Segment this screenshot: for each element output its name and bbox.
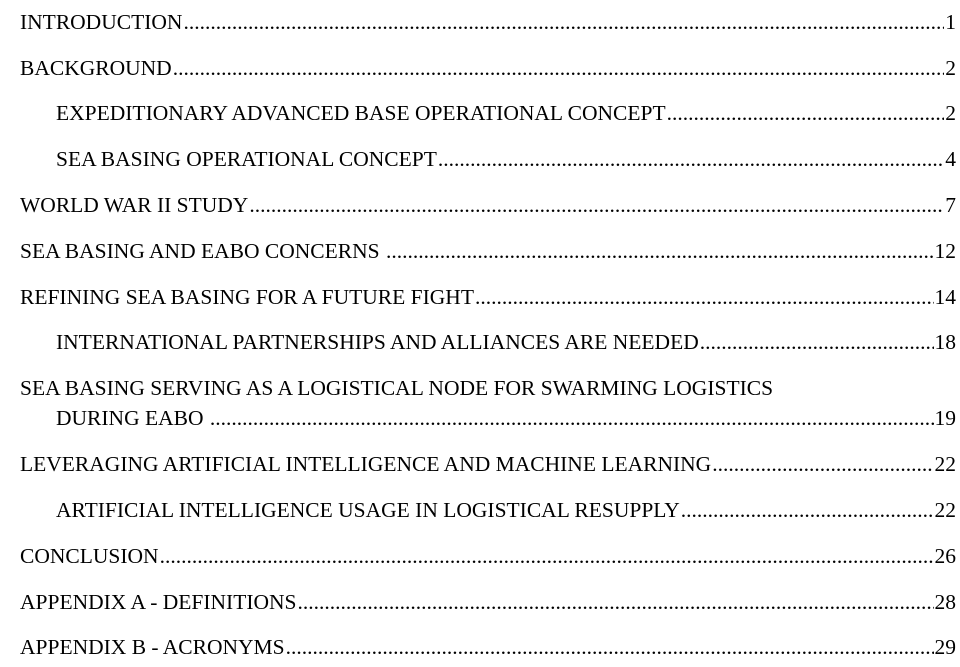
toc-entry-title: SEA BASING OPERATIONAL CONCEPT xyxy=(56,147,437,171)
toc-entry-appendix-b[interactable] xyxy=(0,632,960,662)
toc-entry-page: 22 xyxy=(934,498,956,522)
toc-entry-ai-ml[interactable] xyxy=(0,449,960,479)
toc-entry-eabo-concept[interactable] xyxy=(0,98,960,128)
toc-entry-page: 4 xyxy=(945,147,956,171)
toc-entry-page: 22 xyxy=(934,452,956,476)
toc-entry-page: 2 xyxy=(945,101,956,125)
toc-entry-appendix-a[interactable] xyxy=(0,587,960,617)
dot-leader xyxy=(700,327,934,357)
toc-entry-refining[interactable] xyxy=(0,282,960,312)
dot-leader xyxy=(475,282,934,312)
dot-leader xyxy=(173,53,945,83)
dot-leader xyxy=(386,236,934,266)
toc-entry-title: REFINING SEA BASING FOR A FUTURE FIGHT xyxy=(20,285,474,309)
toc-entry-background[interactable] xyxy=(0,53,960,83)
toc-entry-page: 7 xyxy=(945,193,956,217)
toc-entry-page: 1 xyxy=(945,10,956,34)
toc-entry-logistical-node[interactable] xyxy=(0,373,960,433)
toc-entry-title: LEVERAGING ARTIFICIAL INTELLIGENCE AND MACHINE LEARNING xyxy=(20,452,712,476)
dot-leader xyxy=(160,541,934,571)
toc-entry-title: EXPEDITIONARY ADVANCED BASE OPERATIONAL CONCEPT xyxy=(56,101,666,125)
toc-entry-title: BACKGROUND xyxy=(20,56,172,80)
toc-entry-page: 28 xyxy=(934,590,956,614)
toc-entry-wwii-study[interactable] xyxy=(0,190,960,220)
toc-entry-title: WORLD WAR II STUDY xyxy=(20,193,249,217)
toc-entry-page: 29 xyxy=(934,635,956,659)
dot-leader xyxy=(438,144,944,174)
dot-leader xyxy=(249,190,944,220)
toc-entry-page: 2 xyxy=(945,56,956,80)
dot-leader xyxy=(286,632,934,662)
dot-leader xyxy=(712,449,933,479)
toc-entry-partnerships[interactable] xyxy=(0,327,960,357)
toc-entry-title: APPENDIX A - DEFINITIONS xyxy=(20,590,297,614)
toc-entry-title: INTERNATIONAL PARTNERSHIPS AND ALLIANCES ARE NEEDED xyxy=(56,330,699,354)
toc-entry-page: 18 xyxy=(934,330,956,354)
toc-entry-page: 12 xyxy=(934,239,956,263)
toc-entry-title: CONCLUSION xyxy=(20,544,159,568)
toc-entry-title: SEA BASING AND EABO CONCERNS xyxy=(20,239,385,263)
toc-entry-title: APPENDIX B - ACRONYMS xyxy=(20,635,285,659)
toc-entry-introduction[interactable] xyxy=(0,7,960,37)
dot-leader xyxy=(667,98,945,128)
toc-entry-title: ARTIFICIAL INTELLIGENCE USAGE IN LOGISTICAL RESUPPLY xyxy=(56,498,680,522)
dot-leader xyxy=(298,587,934,617)
toc-entry-page: 26 xyxy=(934,544,956,568)
toc-entry-concerns[interactable] xyxy=(0,236,960,266)
toc-entry-sea-basing-concept[interactable] xyxy=(0,144,960,174)
toc-entry-conclusion[interactable] xyxy=(0,541,960,571)
dot-leader xyxy=(681,495,934,525)
dot-leader xyxy=(183,7,944,37)
toc-entry-ai-resupply[interactable] xyxy=(0,495,960,525)
toc-entry-title: INTRODUCTION xyxy=(20,10,183,34)
toc-entry-page: 14 xyxy=(934,285,956,309)
toc-entry-title: SEA BASING SERVING AS A LOGISTICAL NODE FOR SWARMING LOGISTICS xyxy=(20,376,774,400)
toc-entry-title-continued: DURING EABO xyxy=(56,406,209,430)
dot-leader xyxy=(210,403,934,433)
toc-entry-page: 19 xyxy=(934,406,956,430)
